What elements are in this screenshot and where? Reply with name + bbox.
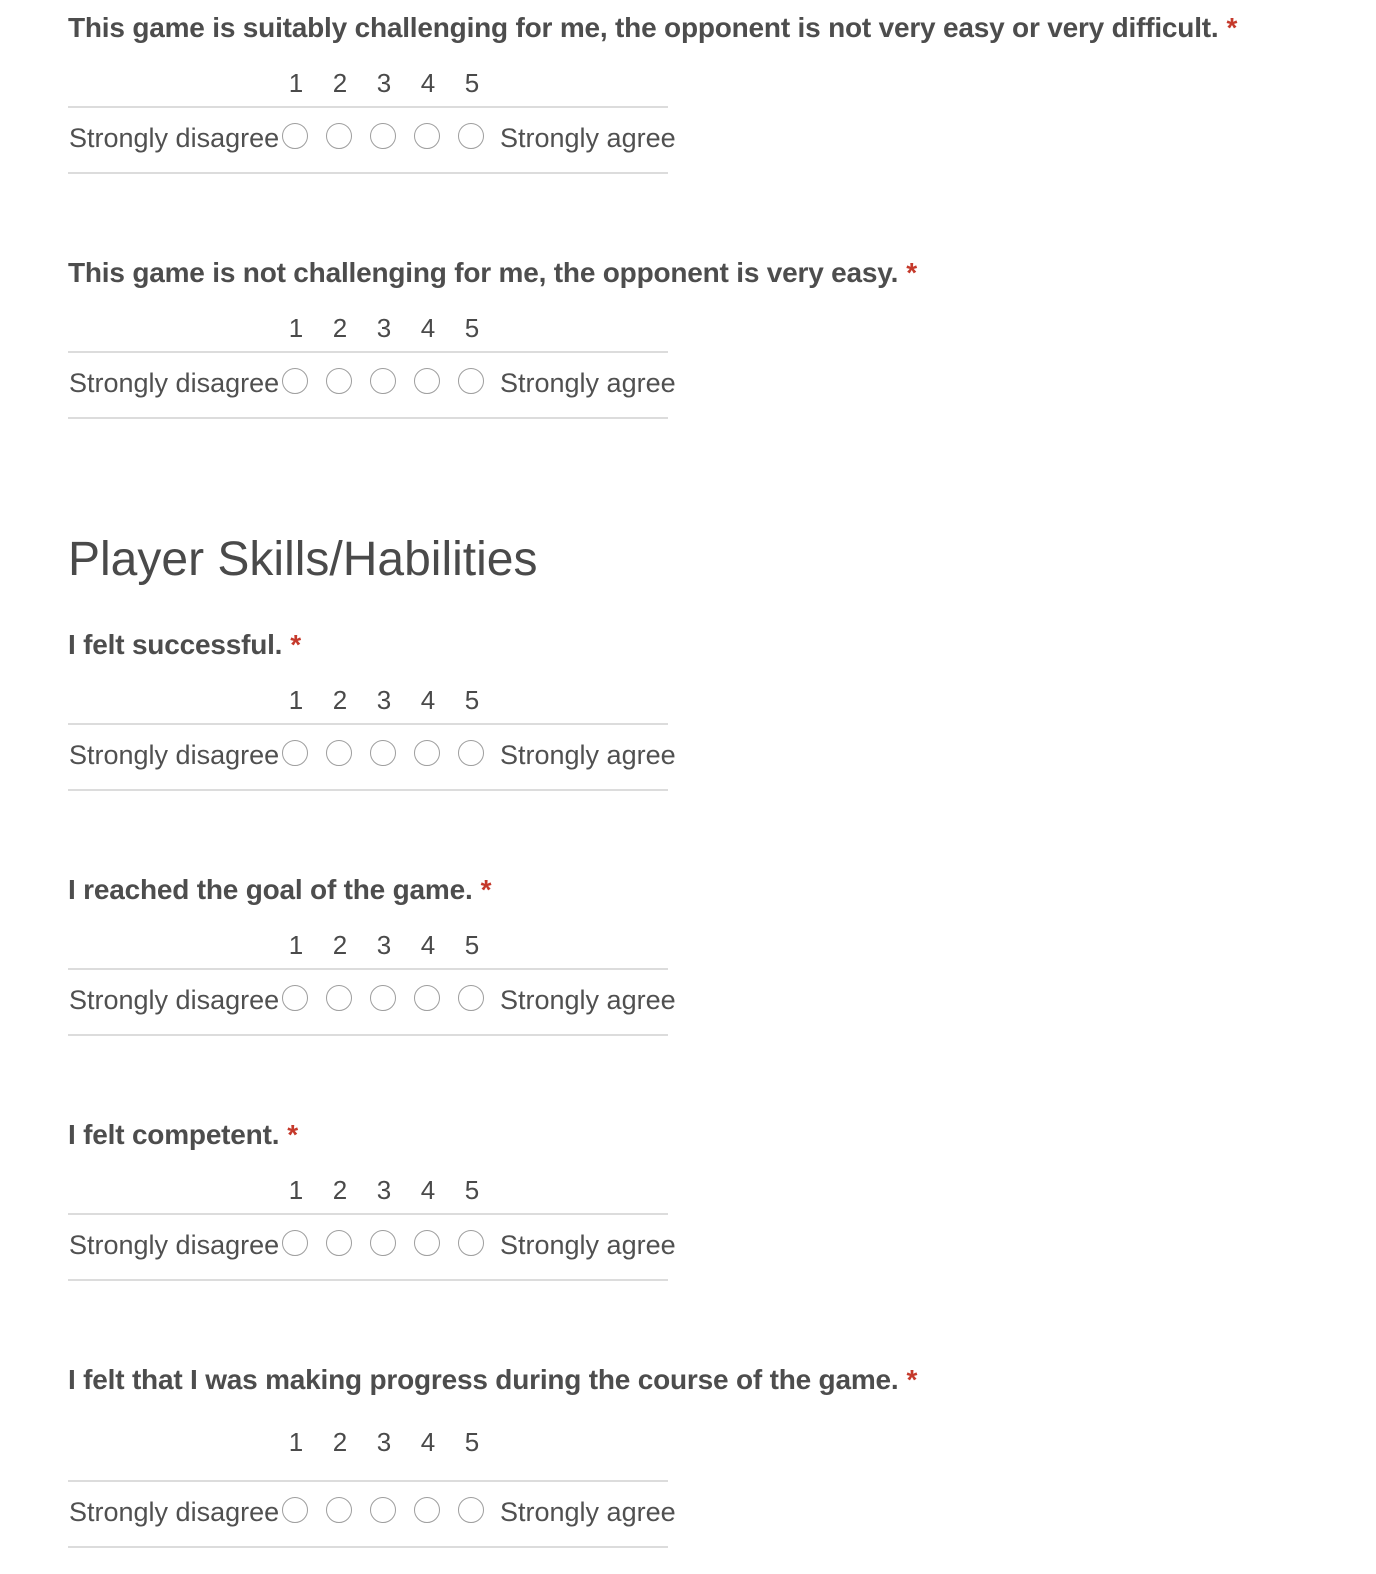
question-text: I felt that I was making progress during the course of the game. [68, 1364, 899, 1395]
scale-number-3: 3 [376, 1427, 392, 1457]
scale-numbers [68, 680, 668, 720]
scale-number-4: 4 [420, 68, 436, 98]
required-asterisk: * [1226, 12, 1238, 43]
linear-scale [68, 723, 676, 791]
scale-number-3: 3 [376, 68, 392, 98]
linear-scale [68, 106, 676, 174]
radio-option-5[interactable] [458, 368, 484, 394]
radio-option-4[interactable] [414, 368, 440, 394]
scale-number-2: 2 [332, 685, 348, 715]
scale-number-4: 4 [420, 1427, 436, 1457]
scale-number-4: 4 [420, 313, 436, 343]
scale-number-1: 1 [288, 685, 304, 715]
high-label: Strongly agree [500, 740, 676, 770]
question-title [68, 253, 917, 293]
scale-numbers [68, 63, 668, 103]
scale-number-5: 5 [464, 1427, 480, 1457]
question-title [68, 8, 1237, 48]
scale-number-2: 2 [332, 68, 348, 98]
radio-option-4[interactable] [414, 985, 440, 1011]
scale-number-2: 2 [332, 1427, 348, 1457]
radio-option-3[interactable] [370, 1497, 396, 1523]
required-asterisk: * [906, 257, 917, 288]
linear-scale [68, 1213, 676, 1281]
radio-option-2[interactable] [326, 1230, 352, 1256]
radio-option-1[interactable] [282, 740, 308, 766]
required-asterisk: * [287, 1119, 298, 1150]
scale-number-3: 3 [376, 1175, 392, 1205]
scale-numbers [68, 925, 668, 965]
radio-option-1[interactable] [282, 123, 308, 149]
scale-number-4: 4 [420, 685, 436, 715]
required-asterisk: * [290, 629, 301, 660]
question-title [68, 870, 491, 910]
linear-scale [68, 351, 676, 419]
high-label: Strongly agree [500, 1230, 676, 1260]
scale-number-2: 2 [332, 930, 348, 960]
radio-option-4[interactable] [414, 740, 440, 766]
radio-option-4[interactable] [414, 123, 440, 149]
radio-option-1[interactable] [282, 368, 308, 394]
radio-option-3[interactable] [370, 123, 396, 149]
scale-number-5: 5 [464, 313, 480, 343]
scale-number-3: 3 [376, 313, 392, 343]
question-text: This game is suitably challenging for me, the opponent is not very easy or very difficult. [68, 12, 1219, 43]
scale-number-3: 3 [376, 930, 392, 960]
high-label: Strongly agree [500, 985, 676, 1015]
radio-option-2[interactable] [326, 1497, 352, 1523]
radio-option-3[interactable] [370, 985, 396, 1011]
required-asterisk: * [480, 874, 492, 905]
radio-option-2[interactable] [326, 123, 352, 149]
question-title [68, 625, 301, 665]
radio-option-5[interactable] [458, 740, 484, 766]
scale-number-4: 4 [420, 1175, 436, 1205]
high-label: Strongly agree [500, 1497, 676, 1527]
low-label: Strongly disagree [69, 740, 280, 770]
radio-option-2[interactable] [326, 368, 352, 394]
scale-number-1: 1 [288, 313, 304, 343]
low-label: Strongly disagree [69, 985, 280, 1015]
radio-option-3[interactable] [370, 740, 396, 766]
low-label: Strongly disagree [69, 1497, 280, 1527]
scale-numbers [68, 308, 668, 348]
scale-number-3: 3 [376, 685, 392, 715]
question-text: I felt successful. [68, 629, 283, 660]
radio-option-5[interactable] [458, 1230, 484, 1256]
scale-number-5: 5 [464, 685, 480, 715]
low-label: Strongly disagree [69, 368, 280, 398]
scale-number-1: 1 [288, 930, 304, 960]
radio-option-1[interactable] [282, 1230, 308, 1256]
radio-option-1[interactable] [282, 1497, 308, 1523]
radio-option-3[interactable] [370, 1230, 396, 1256]
scale-number-5: 5 [464, 1175, 480, 1205]
linear-scale [68, 1480, 676, 1548]
scale-number-1: 1 [288, 68, 304, 98]
low-label: Strongly disagree [69, 123, 280, 153]
high-label: Strongly agree [500, 123, 676, 153]
high-label: Strongly agree [500, 368, 676, 398]
radio-option-4[interactable] [414, 1497, 440, 1523]
question-title [68, 1360, 917, 1400]
question-title [68, 1115, 298, 1155]
section-title: Player Skills/Habilities [68, 533, 538, 586]
scale-number-4: 4 [420, 930, 436, 960]
radio-option-5[interactable] [458, 985, 484, 1011]
scale-number-1: 1 [288, 1175, 304, 1205]
scale-number-1: 1 [288, 1427, 304, 1457]
radio-option-3[interactable] [370, 368, 396, 394]
scale-number-2: 2 [332, 313, 348, 343]
low-label: Strongly disagree [69, 1230, 280, 1260]
question-text: This game is not challenging for me, the opponent is very easy. [68, 257, 899, 288]
question-text: I reached the goal of the game. [68, 874, 473, 905]
scale-number-5: 5 [464, 68, 480, 98]
scale-numbers [68, 1170, 668, 1210]
scale-numbers [68, 1422, 668, 1462]
radio-option-2[interactable] [326, 740, 352, 766]
required-asterisk: * [906, 1364, 918, 1395]
radio-option-5[interactable] [458, 123, 484, 149]
scale-number-5: 5 [464, 930, 480, 960]
radio-option-2[interactable] [326, 985, 352, 1011]
radio-option-4[interactable] [414, 1230, 440, 1256]
question-text: I felt competent. [68, 1119, 280, 1150]
scale-number-2: 2 [332, 1175, 348, 1205]
radio-option-1[interactable] [282, 985, 308, 1011]
radio-option-5[interactable] [458, 1497, 484, 1523]
linear-scale [68, 968, 676, 1036]
